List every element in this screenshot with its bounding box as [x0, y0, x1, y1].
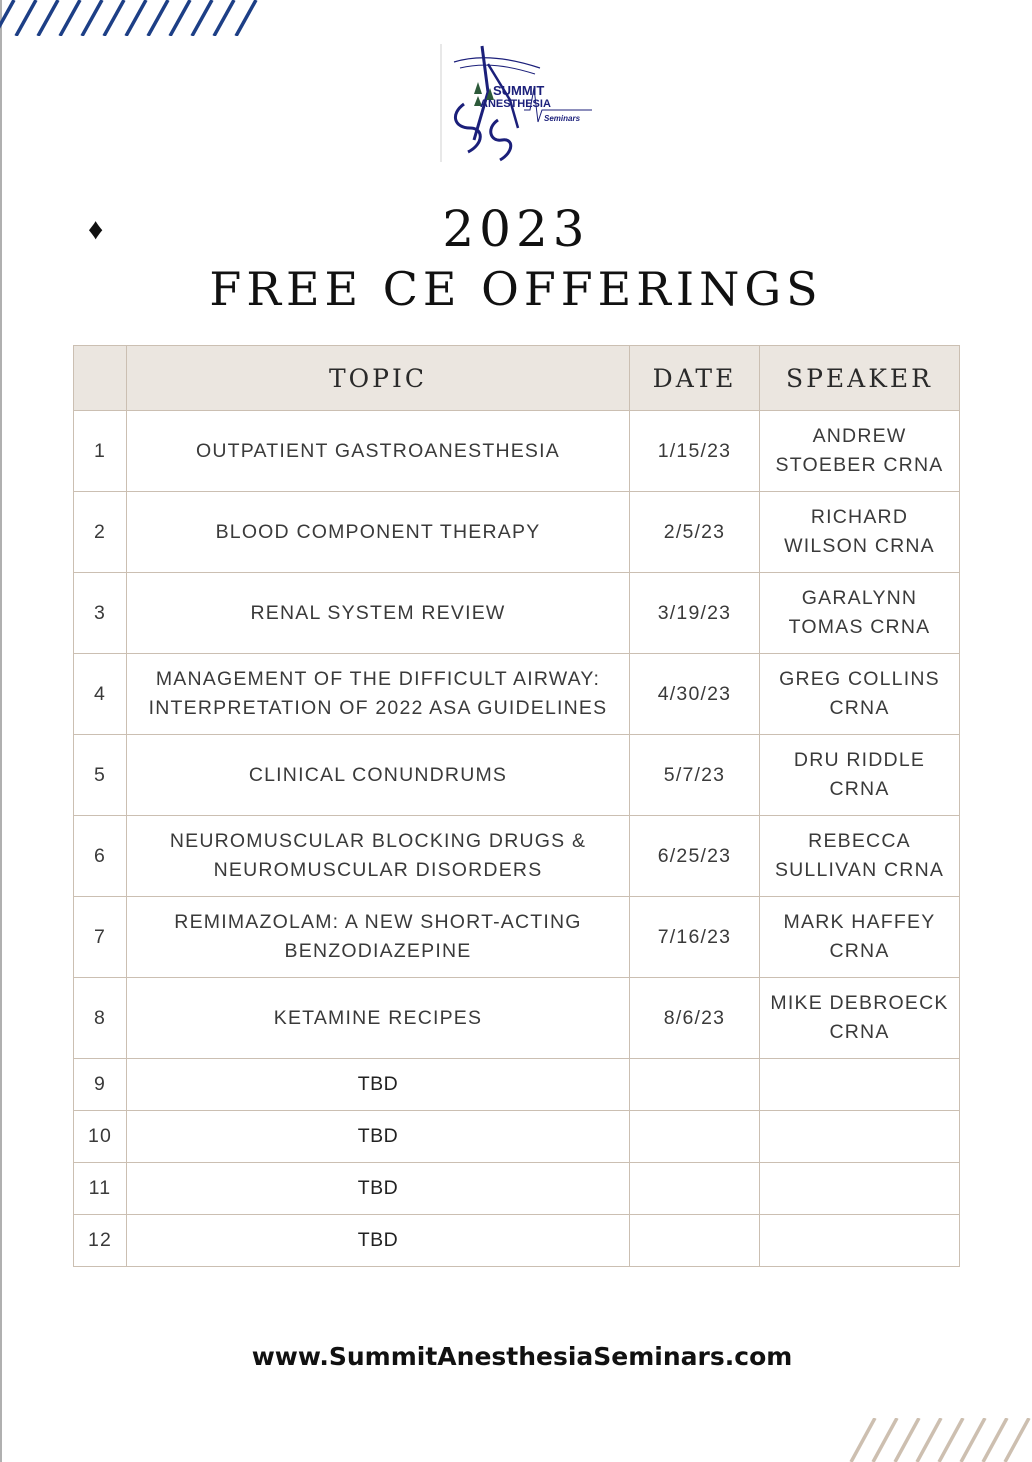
logo-text-summit: SUMMIT [493, 83, 545, 98]
table-row [74, 1059, 960, 1111]
table-header-row [74, 346, 960, 411]
row-number: 11 [74, 1163, 127, 1215]
row-number: 2 [74, 492, 127, 573]
diamond-bullet-icon: ♦ [88, 213, 104, 246]
row-speaker: MIKE DEBROECK CRNA [760, 978, 960, 1059]
row-number: 8 [74, 978, 127, 1059]
row-speaker [760, 1215, 960, 1267]
row-topic: RENAL SYSTEM REVIEW [127, 573, 630, 654]
row-date: 7/16/23 [630, 897, 760, 978]
summit-anesthesia-logo [440, 44, 594, 162]
table-row [74, 1163, 960, 1215]
row-speaker: RICHARD WILSON CRNA [760, 492, 960, 573]
row-date: 5/7/23 [630, 735, 760, 816]
header-topic: TOPIC [127, 346, 630, 411]
header-number [74, 346, 127, 411]
table-row [74, 411, 960, 492]
row-speaker: REBECCA SULLIVAN CRNA [760, 816, 960, 897]
row-topic: NEUROMUSCULAR BLOCKING DRUGS & NEUROMUSCULAR DISORDERS [127, 816, 630, 897]
title-year: 2023 [442, 200, 590, 258]
table-row [74, 573, 960, 654]
table-row [74, 1215, 960, 1267]
row-speaker [760, 1163, 960, 1215]
table-row [74, 654, 960, 735]
row-topic: TBD [127, 1111, 630, 1163]
row-date: 8/6/23 [630, 978, 760, 1059]
row-date: 1/15/23 [630, 411, 760, 492]
row-number: 6 [74, 816, 127, 897]
row-speaker [760, 1111, 960, 1163]
row-number: 4 [74, 654, 127, 735]
row-topic: TBD [127, 1163, 630, 1215]
header-date: DATE [630, 346, 760, 411]
row-topic: MANAGEMENT OF THE DIFFICULT AIRWAY: INTERPRETATION OF 2022 ASA GUIDELINES [127, 654, 630, 735]
row-speaker: GARALYNN TOMAS CRNA [760, 573, 960, 654]
row-number: 9 [74, 1059, 127, 1111]
row-date [630, 1163, 760, 1215]
header-speaker: SPEAKER [760, 346, 960, 411]
table-row [74, 978, 960, 1059]
row-topic: TBD [127, 1059, 630, 1111]
row-number: 7 [74, 897, 127, 978]
row-speaker: GREG COLLINS CRNA [760, 654, 960, 735]
decorative-stripes-bottom [845, 1418, 1032, 1462]
row-topic: BLOOD COMPONENT THERAPY [127, 492, 630, 573]
row-topic: REMIMAZOLAM: A NEW SHORT-ACTING BENZODIAZEPINE [127, 897, 630, 978]
row-number: 3 [74, 573, 127, 654]
row-date [630, 1111, 760, 1163]
row-number: 12 [74, 1215, 127, 1267]
row-date: 2/5/23 [630, 492, 760, 573]
table-row [74, 897, 960, 978]
row-number: 1 [74, 411, 127, 492]
website-url-link[interactable]: www.SummitAnesthesiaSeminars.com [251, 1342, 793, 1371]
logo-text-seminars: Seminars [544, 114, 581, 123]
row-speaker: ANDREW STOEBER CRNA [760, 411, 960, 492]
row-speaker: DRU RIDDLE CRNA [760, 735, 960, 816]
row-topic: TBD [127, 1215, 630, 1267]
row-topic: OUTPATIENT GASTROANESTHESIA [127, 411, 630, 492]
logo-text-anesthesia: ANESTHESIA [480, 98, 551, 110]
row-topic: CLINICAL CONUNDRUMS [127, 735, 630, 816]
row-number: 5 [74, 735, 127, 816]
row-date: 6/25/23 [630, 816, 760, 897]
table-row [74, 1111, 960, 1163]
offerings-table [73, 345, 960, 1267]
table-row [74, 816, 960, 897]
row-speaker [760, 1059, 960, 1111]
table-row [74, 735, 960, 816]
table-row [74, 492, 960, 573]
row-speaker: MARK HAFFEY CRNA [760, 897, 960, 978]
row-date: 4/30/23 [630, 654, 760, 735]
page-title: FREE CE OFFERINGS [209, 262, 823, 316]
row-date [630, 1215, 760, 1267]
row-topic: KETAMINE RECIPES [127, 978, 630, 1059]
row-date: 3/19/23 [630, 573, 760, 654]
row-date [630, 1059, 760, 1111]
decorative-stripes-top [0, 0, 260, 36]
row-number: 10 [74, 1111, 127, 1163]
